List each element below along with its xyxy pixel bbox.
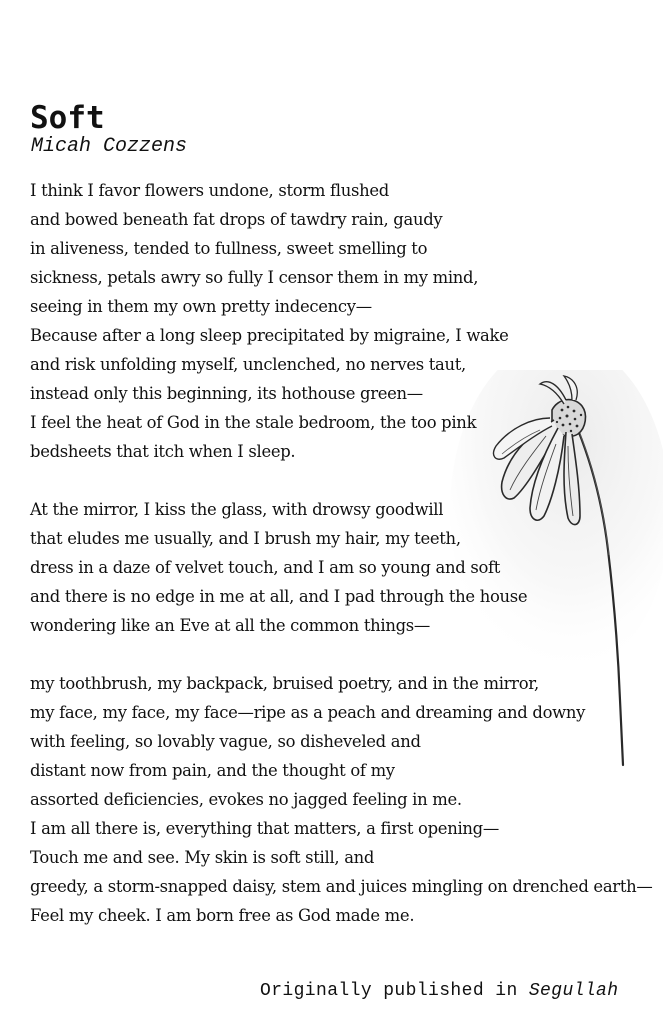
poem-line: seeing in them my own pretty indecency— <box>30 297 372 316</box>
poem-line: Because after a long sleep precipitated by migraine, I wake <box>30 326 509 345</box>
poem-body <box>30 176 663 930</box>
poem-line: and there is no edge in me at all, and I pad through the house <box>30 587 528 606</box>
stanza-3 <box>30 669 663 930</box>
poem-line: Feel my cheek. I am born free as God made me. <box>30 906 415 925</box>
poem-line: that eludes me usually, and I brush my hair, my teeth, <box>30 529 461 548</box>
poem-line: wondering like an Eve at all the common things— <box>30 616 430 635</box>
poem-line: I am all there is, everything that matters, a first opening— <box>30 819 499 838</box>
poem-line: in aliveness, tended to fullness, sweet smelling to <box>30 239 428 258</box>
poem-line: and bowed beneath fat drops of tawdry rain, gaudy <box>30 210 443 229</box>
poem-line: with feeling, so lovably vague, so disheveled and <box>30 732 421 751</box>
poem-line: bedsheets that itch when I sleep. <box>30 442 296 461</box>
stanza-1 <box>30 176 663 466</box>
poem-line: I think I favor flowers undone, storm flushed <box>30 181 389 200</box>
poem-line: dress in a daze of velvet touch, and I am so young and soft <box>30 558 501 577</box>
poem-line: greedy, a storm-snapped daisy, stem and juices mingling on drenched earth— <box>30 877 653 896</box>
poem-line: sickness, petals awry so fully I censor them in my mind, <box>30 268 479 287</box>
poem-title: Soft <box>30 100 105 136</box>
poem-line: my face, my face, my face—ripe as a peach and dreaming and downy <box>30 703 586 722</box>
poem-line: Touch me and see. My skin is soft still, and <box>30 848 375 867</box>
poem-line: assorted deficiencies, evokes no jagged feeling in me. <box>30 790 462 809</box>
poem-line: distant now from pain, and the thought of my <box>30 761 395 780</box>
poem-line: and risk unfolding myself, unclenched, no nerves taut, <box>30 355 466 374</box>
stanza-2 <box>30 495 663 640</box>
poem-line: my toothbrush, my backpack, bruised poetry, and in the mirror, <box>30 674 539 693</box>
poem-author: Micah Cozzens <box>31 135 188 158</box>
poem-line: At the mirror, I kiss the glass, with drowsy goodwill <box>30 500 444 519</box>
publication-venue: Segullah <box>528 981 619 1001</box>
publication-credit <box>260 980 618 1002</box>
poem-line: instead only this beginning, its hothouse green— <box>30 384 423 403</box>
poem-line: I feel the heat of God in the stale bedroom, the too pink <box>30 413 477 432</box>
publication-credit-prefix: Originally published in <box>260 981 518 1001</box>
